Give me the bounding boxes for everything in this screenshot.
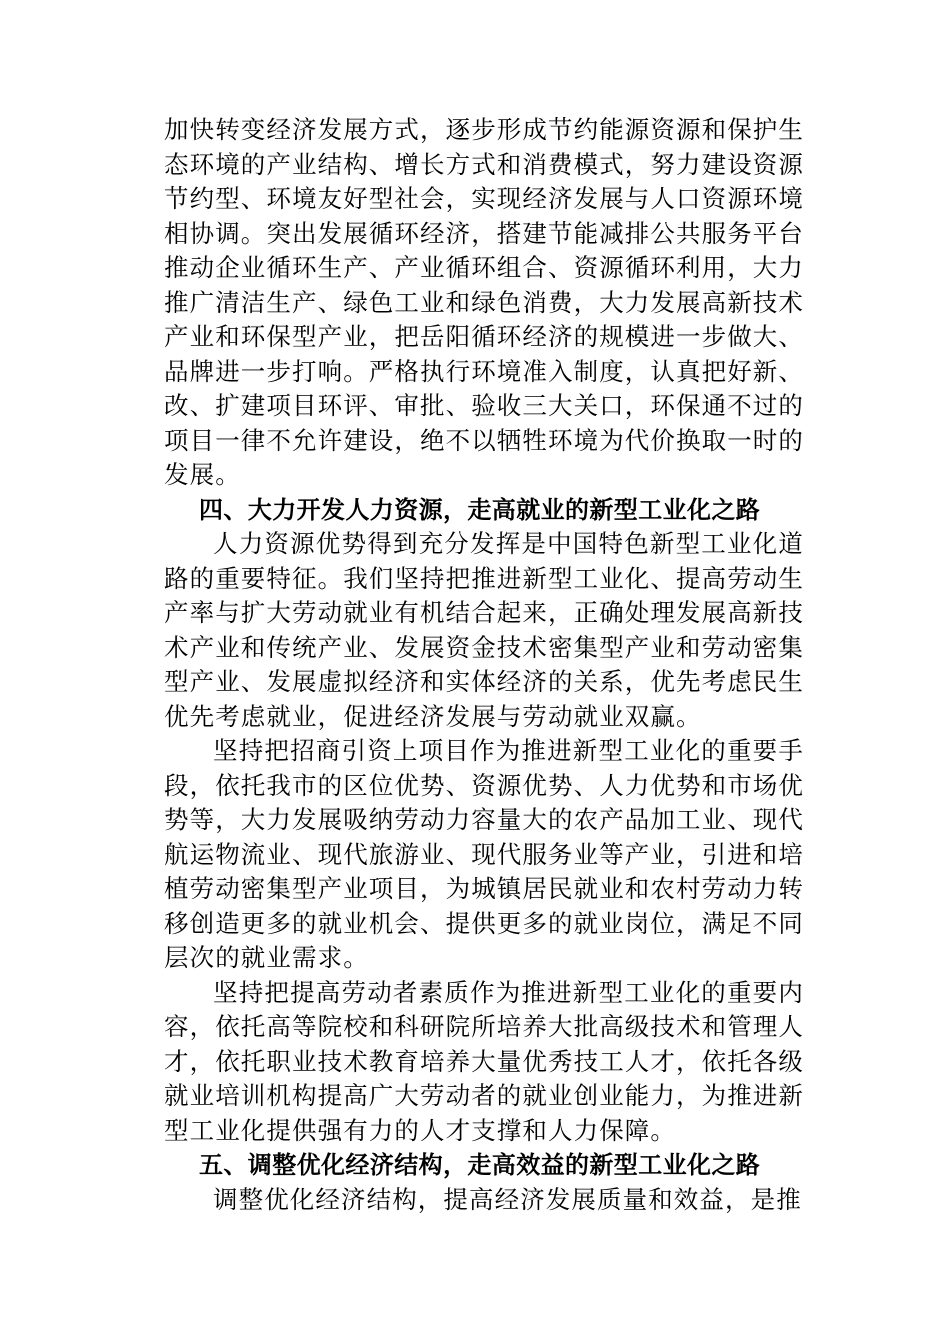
section-heading-five: 五、调整优化经济结构，走高效益的新型工业化之路 — [199, 1151, 761, 1179]
paragraph-investment: 坚持把招商引资上项目作为推进新型工业化的重要手段，依托我市的区位优势、资源优势、人力优势和市场优势等，大力发展吸纳劳动力容量大的农产品加工业、现代航运物流业、现代旅游业、现代服务业等产业，引进和培植劳动密集型产业项目，为城镇居民就业和农村劳动力转移创造更多的就业机会、提供更多的就业岗位，满足不同层次的就业需求。 — [164, 736, 804, 972]
paragraph-environment: 加快转变经济发展方式，逐步形成节约能源资源和保护生态环境的产业结构、增长方式和消费模式，努力建设资源节约型、环境友好型社会，实现经济发展与人口资源环境相协调。突出发展循环经济，搭建节能减排公共服务平台推动企业循环生产、产业循环组合、资源循环利用，大力推广清洁生产、绿色工业和绿色消费，大力发展高新技术产业和环保型产业，把岳阳循环经济的规模进一步做大、品牌进一步打响。严格执行环境准入制度，认真把好新、改、扩建项目环评、审批、验收三大关口，环保通不过的项目一律不允许建设，绝不以牺牲环境为代价换取一时的发展。 — [164, 115, 804, 489]
document-body — [164, 113, 804, 1217]
paragraph-structure-adjustment: 调整优化经济结构，提高经济发展质量和效益，是推 — [213, 1184, 802, 1214]
section-heading-four: 四、大力开发人力资源，走高就业的新型工业化之路 — [199, 495, 761, 524]
paragraph-workforce-quality: 坚持把提高劳动者素质作为推进新型工业化的重要内容，依托高等院校和科研院所培养大批高级技术和管理人才，依托职业技术教育培养大量优秀技工人才，依托各级就业培训机构提高广大劳动者的就业创业能力，为推进新型工业化提供强有力的人才支撑和人力保障。 — [164, 977, 804, 1145]
paragraph-human-resources: 人力资源优势得到充分发挥是中国特色新型工业化道路的重要特征。我们坚持把推进新型工业化、提高劳动生产率与扩大劳动就业有机结合起来，正确处理发展高新技术产业和传统产业、发展资金技术密集型产业和劳动密集型产业、发展虚拟经济和实体经济的关系，优先考虑民生优先考虑就业，促进经济发展与劳动就业双赢。 — [164, 529, 804, 731]
